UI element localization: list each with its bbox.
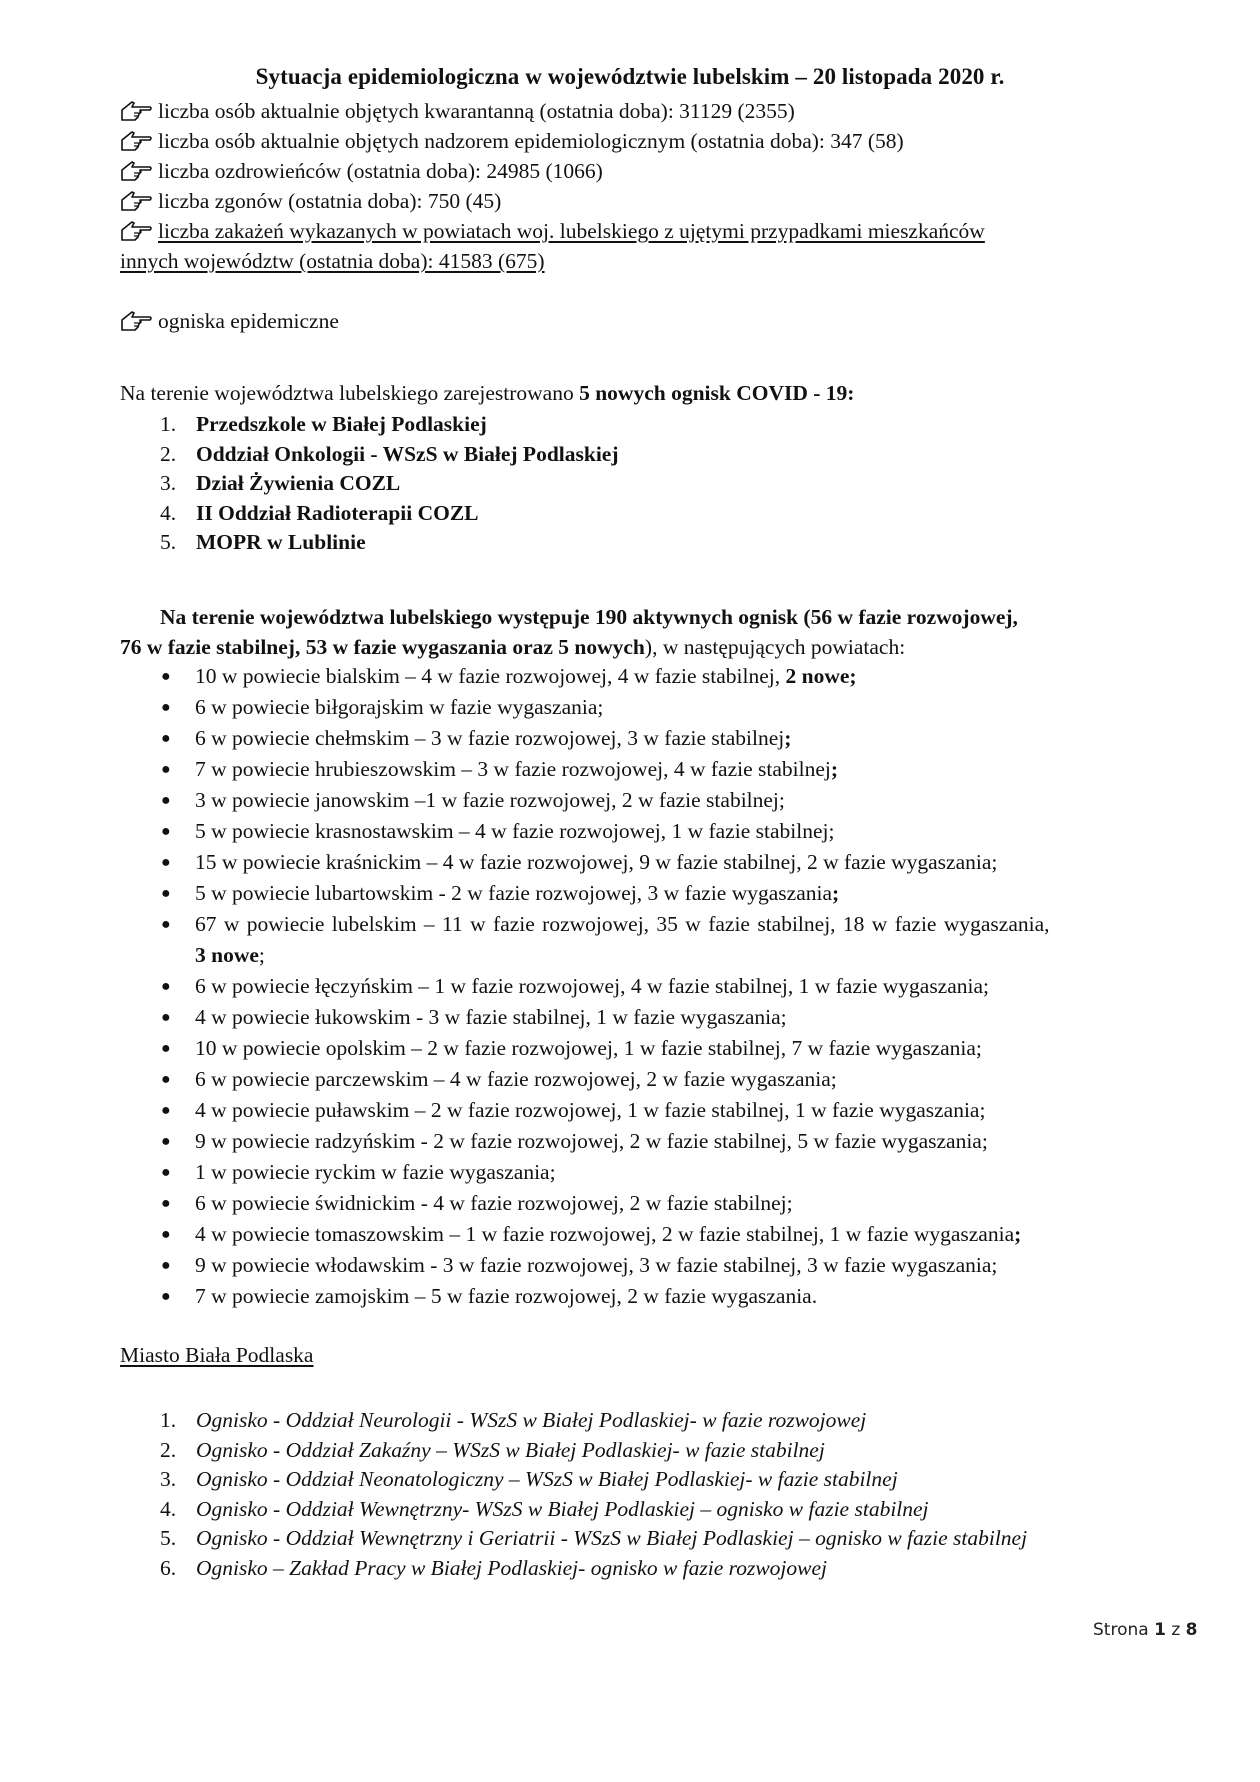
bullet-icon: ● [161, 1102, 171, 1119]
list-item: ● 7 w powiecie hrubieszowskim – 3 w fazie rozwojowej, 4 w fazie stabilnej; [155, 754, 1050, 785]
stat-recovered: liczba ozdrowieńców (ostatnia doba): 24985 (1066) [120, 156, 603, 186]
list-item: 5. Ognisko - Oddział Wewnętrzny i Geriatrii - WSzS w Białej Podlaskiej – ognisko w fazie stabilnej [160, 1526, 1028, 1550]
new-outbreaks-list [160, 410, 619, 558]
list-item: 1. Ognisko - Oddział Neurologii - WSzS w Białej Podlaskiej- w fazie rozwojowej [160, 1408, 867, 1432]
list-item: 5. MOPR w Lublinie [160, 530, 366, 554]
bullet-icon: ● [161, 730, 171, 747]
page-title: Sytuacja epidemiologiczna w województwie lubelskim – 20 listopada 2020 r. [255, 64, 1005, 89]
pointing-hand-icon [120, 220, 154, 242]
list-item: ● 6 w powiecie biłgorajskim w fazie wygaszania; [155, 692, 1050, 723]
pointing-hand-icon [120, 130, 154, 152]
bullet-icon: ● [161, 978, 171, 995]
list-item: ● 5 w powiecie lubartowskim - 2 w fazie rozwojowej, 3 w fazie wygaszania; [155, 878, 1050, 909]
pointing-hand-icon [120, 190, 154, 212]
list-item: ● 6 w powiecie chełmskim – 3 w fazie rozwojowej, 3 w fazie stabilnej; [155, 723, 1050, 754]
list-item: 3. Dział Żywienia COZL [160, 471, 401, 495]
bullet-icon: ● [161, 885, 171, 902]
city-heading: Miasto Biała Podlaska [120, 1343, 314, 1367]
list-item: ● 3 w powiecie janowskim –1 w fazie rozwojowej, 2 w fazie stabilnej; [155, 785, 1050, 816]
active-outbreaks-line1: Na terenie województwa lubelskiego występuje 190 aktywnych ognisk (56 w fazie rozwojowej, [160, 605, 1018, 629]
bullet-icon: ● [161, 1009, 171, 1026]
bullet-icon: ● [161, 1226, 171, 1243]
bullet-icon: ● [161, 854, 171, 871]
list-item: ● 5 w powiecie krasnostawskim – 4 w fazie rozwojowej, 1 w fazie stabilnej; [155, 816, 1050, 847]
list-item: ● 7 w powiecie zamojskim – 5 w fazie rozwojowej, 2 w fazie wygaszania. [155, 1281, 1050, 1312]
bullet-icon: ● [161, 668, 171, 685]
new-outbreaks-intro: Na terenie województwa lubelskiego zarejestrowano 5 nowych ognisk COVID - 19: [120, 381, 855, 405]
list-item: ● 15 w powiecie kraśnickim – 4 w fazie rozwojowej, 9 w fazie stabilnej, 2 w fazie wygaszania; [155, 847, 1050, 878]
pointing-hand-icon [120, 100, 154, 122]
list-item: 6. Ognisko – Zakład Pracy w Białej Podlaskiej- ognisko w fazie rozwojowej [160, 1555, 828, 1580]
list-item: 3. Ognisko - Oddział Neonatologiczny – WSzS w Białej Podlaskiej- w fazie stabilnej [160, 1467, 898, 1491]
infections-link-line2: innych województw (ostatnia doba): 41583 (675) [120, 249, 545, 273]
bullet-icon: ● [161, 1071, 171, 1088]
bullet-icon: ● [161, 1164, 171, 1181]
pointing-hand-icon [120, 160, 154, 182]
bullet-icon: ● [161, 823, 171, 840]
bullet-icon: ● [161, 1195, 171, 1212]
list-item: ● 9 w powiecie radzyńskim - 2 w fazie rozwojowej, 2 w fazie stabilnej, 5 w fazie wygaszania; [155, 1126, 1050, 1157]
list-item: ● 9 w powiecie włodawskim - 3 w fazie rozwojowej, 3 w fazie stabilnej, 3 w fazie wygaszania; [155, 1250, 1050, 1281]
list-item: ● 6 w powiecie łęczyńskim – 1 w fazie rozwojowej, 4 w fazie stabilnej, 1 w fazie wygaszania; [155, 971, 1050, 1002]
bullet-icon: ● [161, 916, 171, 933]
bullet-icon: ● [161, 1257, 171, 1274]
list-item: 4. II Oddział Radioterapii COZL [160, 500, 479, 525]
list-item: 2. Ognisko - Oddział Zakaźny – WSzS w Białej Podlaskiej- w fazie stabilnej [160, 1437, 825, 1462]
page-number: Strona 1 z 8 [1093, 1620, 1198, 1640]
list-item: ● 67 w powiecie lubelskim – 11 w fazie rozwojowej, 35 w fazie stabilnej, 18 w fazie wygaszania, 3 nowe; [155, 909, 1050, 971]
list-item: 1. Przedszkole w Białej Podlaskiej [160, 412, 487, 436]
list-item: 2. Oddział Onkologii - WSzS w Białej Podlaskiej [160, 441, 619, 466]
list-item: ● 1 w powiecie ryckim w fazie wygaszania; [155, 1157, 1050, 1188]
stat-surveillance: liczba osób aktualnie objętych nadzorem epidemiologicznym (ostatnia doba): 347 (58) [120, 126, 904, 156]
list-item: ● 10 w powiecie opolskim – 2 w fazie rozwojowej, 1 w fazie stabilnej, 7 w fazie wygaszania; [155, 1033, 1050, 1064]
list-item: ● 4 w powiecie puławskim – 2 w fazie rozwojowej, 1 w fazie stabilnej, 1 w fazie wygaszania; [155, 1095, 1050, 1126]
bullet-icon: ● [161, 792, 171, 809]
list-item: ● 10 w powiecie bialskim – 4 w fazie rozwojowej, 4 w fazie stabilnej, 2 nowe; [155, 661, 1050, 692]
county-list [155, 661, 1050, 1312]
bullet-icon: ● [161, 761, 171, 778]
stat-quarantine: liczba osób aktualnie objętych kwarantanną (ostatnia doba): 31129 (2355) [120, 96, 795, 126]
bullet-icon: ● [161, 1133, 171, 1150]
bullet-icon: ● [161, 1288, 171, 1305]
bullet-icon: ● [161, 1040, 171, 1057]
list-item: ● 4 w powiecie tomaszowskim – 1 w fazie rozwojowej, 2 w fazie stabilnej, 1 w fazie wygaszania; [155, 1219, 1050, 1250]
list-item: ● 6 w powiecie parczewskim – 4 w fazie rozwojowej, 2 w fazie wygaszania; [155, 1064, 1050, 1095]
bullet-icon: ● [161, 699, 171, 716]
infections-link-line1: liczba zakażeń wykazanych w powiatach woj. lubelskiego z ujętymi przypadkami mieszkańców [158, 219, 985, 243]
city-outbreaks-list [160, 1406, 1027, 1583]
stat-deaths: liczba zgonów (ostatnia doba): 750 (45) [120, 186, 501, 216]
list-item: 4. Ognisko - Oddział Wewnętrzny- WSzS w Białej Podlaskiej – ognisko w fazie stabilnej [160, 1496, 929, 1521]
stat-infections-cont [120, 246, 545, 276]
stat-infections [120, 216, 985, 246]
list-item: ● 4 w powiecie łukowskim - 3 w fazie stabilnej, 1 w fazie wygaszania; [155, 1002, 1050, 1033]
outbreaks-heading: ogniska epidemiczne [120, 306, 339, 336]
list-item: ● 6 w powiecie świdnickim - 4 w fazie rozwojowej, 2 w fazie stabilnej; [155, 1188, 1050, 1219]
pointing-hand-icon [120, 310, 154, 332]
active-outbreaks-line2: 76 w fazie stabilnej, 53 w fazie wygaszania oraz 5 nowych), w następujących powiatach: [120, 635, 906, 659]
